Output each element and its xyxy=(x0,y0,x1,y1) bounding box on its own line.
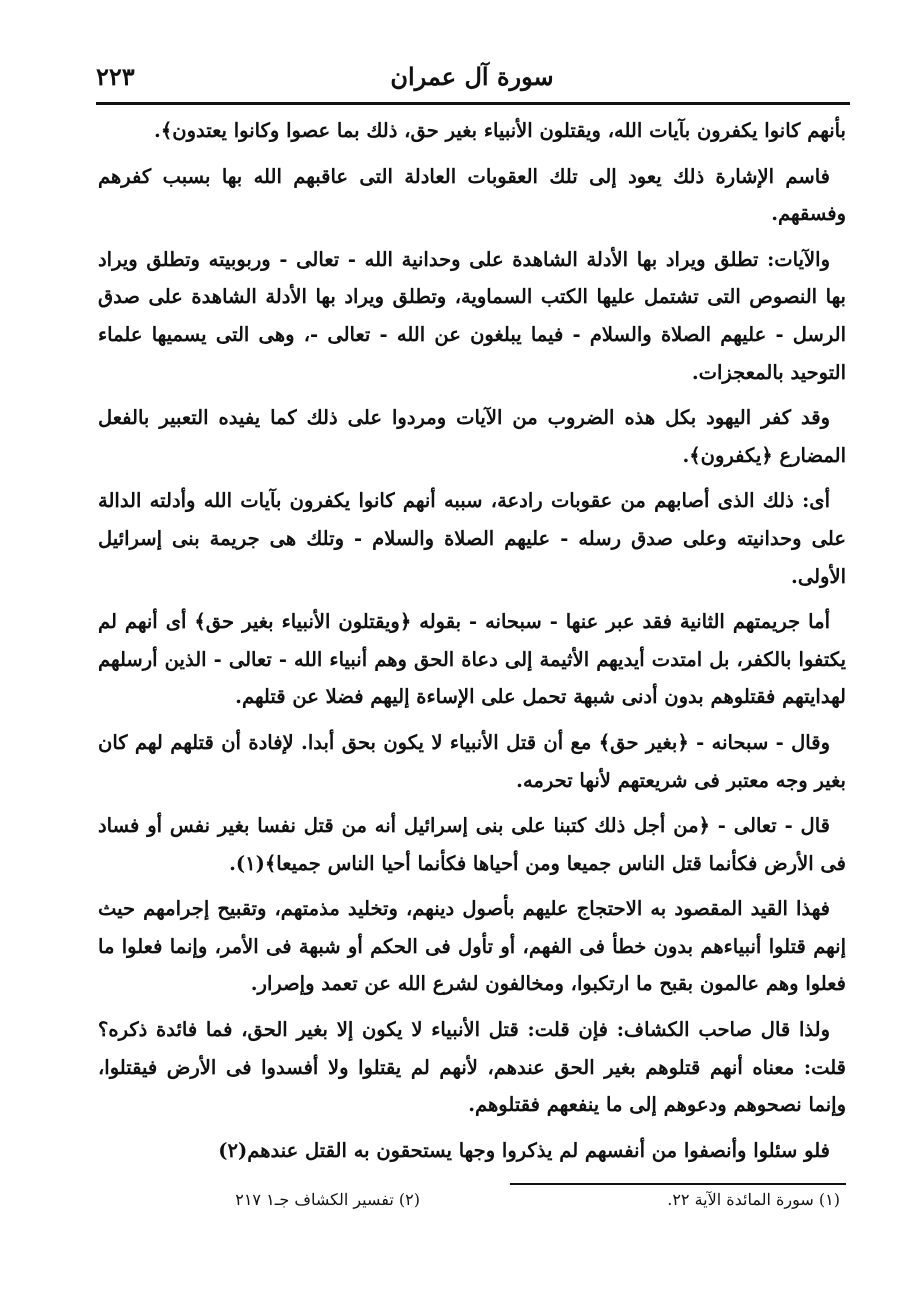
footnote-1: (١) سورة المائدة الآية ٢٢. xyxy=(667,1190,840,1209)
paragraph: فهذا القيد المقصود به الاحتجاج عليهم بأصول دينهم، وتخليد مذمتهم، وتقبيح إجرامهم حيث إنهم قتلوا أنبياءهم بدون خطأ فى الفهم، أو تأول فى الحكم أو شبهة فى الأمر، وإنما فعلوا ما فعلوا وهم عالمون بقبح ما ارتكبوا، ومخالفون لشرع الله عن تعمد وإصرار. xyxy=(98,897,846,996)
surah-title: سورة آل عمران xyxy=(390,62,554,91)
body-text xyxy=(98,112,846,1177)
paragraph: بأنهم كانوا يكفرون بآيات الله، ويقتلون الأنبياء بغير حق، ذلك بما عصوا وكانوا يعتدون﴾. xyxy=(154,119,846,142)
footnote-divider xyxy=(510,1183,846,1185)
page-header xyxy=(96,58,848,98)
page-number: ٢٢٣ xyxy=(96,62,135,91)
header-divider xyxy=(96,102,850,105)
paragraph: أى: ذلك الذى أصابهم من عقوبات رادعة، سببه أنهم كانوا يكفرون بآيات الله وأدلته الدالة على وحدانيته وعلى صدق رسله - عليهم الصلاة والسلام - وتلك هى جريمة بنى إسرائيل الأولى. xyxy=(98,489,846,588)
footnotes xyxy=(180,1190,840,1218)
paragraph: فلو سئلوا وأنصفوا من أنفسهم لم يذكروا وجها يستحقون به القتل عندهم(٢) xyxy=(218,1138,830,1162)
paragraph: فاسم الإشارة ذلك يعود إلى تلك العقوبات العادلة التى عاقبهم الله بها بسبب كفرهم وفسقهم. xyxy=(98,164,846,226)
paragraph: أما جريمتهم الثانية فقد عبر عنها - سبحانه - بقوله ﴿ويقتلون الأنبياء بغير حق﴾ أى أنهم لم يكتفوا بالكفر، بل امتدت أيديهم الأثيمة إلى دعاة الحق وهم أنبياء الله - تعالى - الذين أرسلهم لهدايتهم فقتلوهم بدون أدنى شبهة تحمل على الإساءة إليهم فضلا عن قتلهم. xyxy=(98,610,846,709)
paragraph: قال - تعالى - ﴿من أجل ذلك كتبنا على بنى إسرائيل أنه من قتل نفسا بغير نفس أو فساد فى الأرض فكأنما قتل الناس جميعا ومن أحياها فكأنما أحيا الناس جميعا﴾(١). xyxy=(98,814,846,875)
paragraph: والآيات: تطلق ويراد بها الأدلة الشاهدة على وحدانية الله - تعالى - وربوبيته وتطلق ويراد بها النصوص التى تشتمل عليها الكتب السماوية، وتطلق ويراد بها الأدلة الشاهدة على صدق الرسل - عليهم الصلاة والسلام - فيما يبلغون عن الله - تعالى -، وهى التى يسميها علماء التوحيد بالمعجزات. xyxy=(98,247,846,384)
paragraph: ولذا قال صاحب الكشاف: فإن قلت: قتل الأنبياء لا يكون إلا بغير الحق، فما فائدة ذكره؟ قلت: معناه أنهم قتلوهم بغير الحق عندهم، لأنهم لم يقتلوا ولا أفسدوا فى الأرض فيقتلوا، وإنما نصحوهم ودعوهم إلى ما ينفعهم فقتلوهم. xyxy=(98,1018,846,1117)
footnote-2: (٢) تفسير الكشاف جـ١ ٢١٧ xyxy=(235,1190,420,1209)
paragraph: وقد كفر اليهود بكل هذه الضروب من الآيات ومردوا على ذلك كما يفيده التعبير بالفعل المضارع ﴿يكفرون﴾. xyxy=(98,406,846,467)
paragraph: وقال - سبحانه - ﴿بغير حق﴾ مع أن قتل الأنبياء لا يكون بحق أبدا. لإفادة أن قتلهم لهم كان بغير وجه معتبر فى شريعتهم لأنها تحرمه. xyxy=(98,730,846,792)
